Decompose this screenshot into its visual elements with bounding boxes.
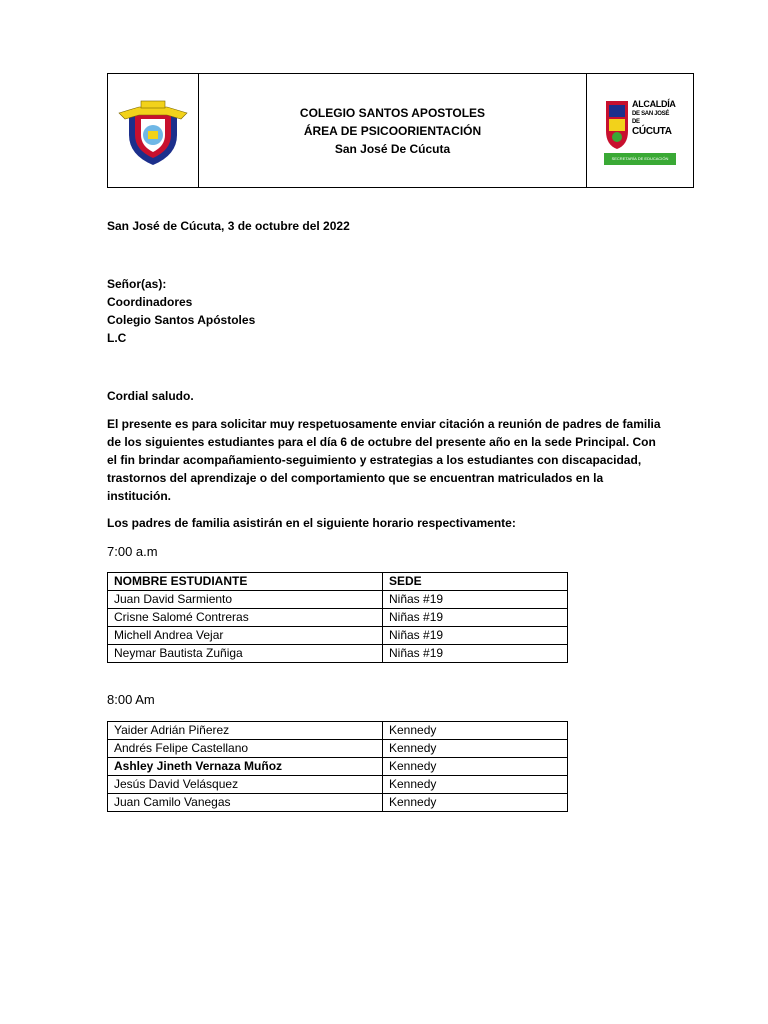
student-name: Crisne Salomé Contreras (108, 609, 383, 627)
table-row (108, 627, 568, 645)
student-name: Juan David Sarmiento (108, 591, 383, 609)
schedule1-time: 7:00 a.m (107, 544, 158, 559)
student-name: Andrés Felipe Castellano (108, 740, 383, 758)
recipient-salutation: Señor(as): (107, 277, 167, 291)
schedule2-table (107, 721, 568, 812)
table-row (108, 794, 568, 812)
student-sede: Kennedy (383, 722, 568, 740)
student-name: Michell Andrea Vejar (108, 627, 383, 645)
header-sede: SEDE (383, 573, 568, 591)
alcaldia-text-3: CÚCUTA (632, 125, 672, 137)
student-sede: Kennedy (383, 776, 568, 794)
table-row (108, 758, 568, 776)
alcaldia-text-1: ALCALDÍA (632, 98, 676, 109)
alcaldia-text-2: DE SAN JOSÉ DE (632, 110, 670, 125)
table-header-row (108, 573, 568, 591)
schedule2-time: 8:00 Am (107, 692, 155, 707)
student-sede: Niñas #19 (383, 627, 568, 645)
table-row (108, 591, 568, 609)
city-shield-icon (604, 99, 630, 151)
area-name: ÁREA DE PSICOORIENTACIÓN (303, 123, 482, 138)
body-paragraph: El presente es para solicitar muy respetuosamente enviar citación a reunión de padres de familia de los siguientes estudiantes para el día 6 de octubre del presente año en la sede Principal. Con el fin brindar acompañamiento-seguimiento y estrategias a los estudiantes con discapacidad, trastornos del aprendizaje o del comportamiento que se encuentran matriculados en la institución. (107, 417, 661, 503)
student-name: Neymar Bautista Zuñiga (108, 645, 383, 663)
school-crest-cell (108, 74, 199, 187)
school-name: COLEGIO SANTOS APOSTOLES (299, 105, 486, 120)
school-crest-icon (115, 93, 191, 169)
table-row (108, 740, 568, 758)
student-sede: Kennedy (383, 758, 568, 776)
date-line: San José de Cúcuta, 3 de octubre del 2022 (107, 219, 350, 233)
table-row (108, 645, 568, 663)
city-name: San José De Cúcuta (334, 141, 451, 156)
greeting: Cordial saludo. (107, 389, 194, 403)
secretaria-band (604, 153, 676, 165)
schedule1-table (107, 572, 568, 663)
header-student: NOMBRE ESTUDIANTE (108, 573, 383, 591)
letterhead (107, 73, 694, 188)
student-sede: Kennedy (383, 740, 568, 758)
recipient-line2: Colegio Santos Apóstoles (107, 313, 256, 327)
letterhead-title (199, 74, 586, 187)
schedule-intro: Los padres de familia asistirán en el siguiente horario respectivamente: (107, 516, 516, 530)
student-sede: Niñas #19 (383, 645, 568, 663)
student-sede: Kennedy (383, 794, 568, 812)
alcaldia-logo (604, 95, 676, 167)
student-name: Jesús David Velásquez (108, 776, 383, 794)
secretaria-text: SECRETARÍA DE EDUCACIÓN (611, 155, 669, 161)
student-name: Juan Camilo Vanegas (108, 794, 383, 812)
table-row (108, 722, 568, 740)
table-row (108, 776, 568, 794)
table-row (108, 609, 568, 627)
student-name: Yaider Adrián Piñerez (108, 722, 383, 740)
student-name: Ashley Jineth Vernaza Muñoz (108, 758, 383, 776)
recipient-line1: Coordinadores (107, 295, 193, 309)
student-sede: Niñas #19 (383, 609, 568, 627)
recipient-line3: L.C (107, 331, 127, 345)
alcaldia-logo-cell (586, 74, 693, 187)
student-sede: Niñas #19 (383, 591, 568, 609)
